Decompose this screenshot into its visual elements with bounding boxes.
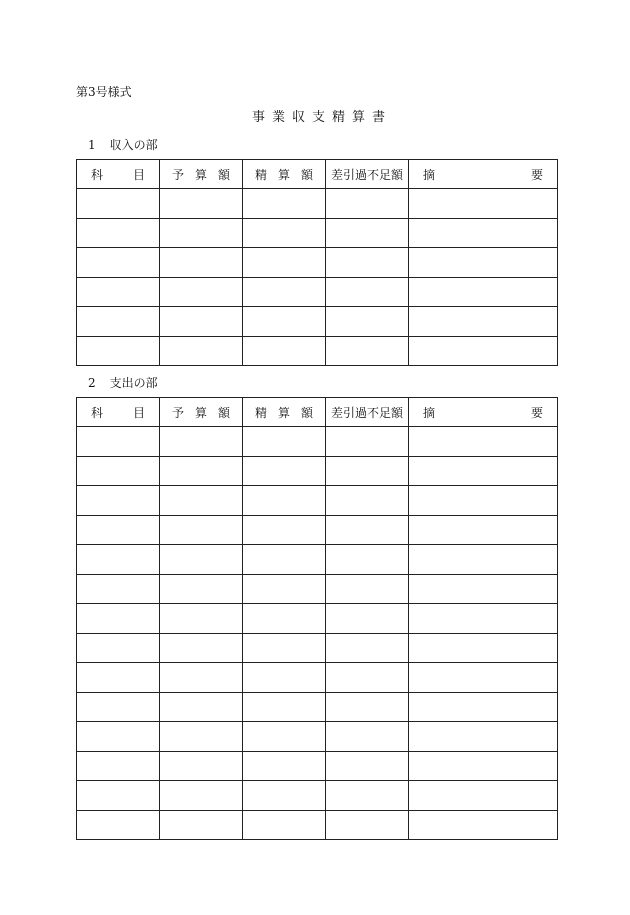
table-row — [77, 515, 558, 545]
expense-section-heading — [88, 375, 158, 391]
difference-cell[interactable] — [326, 277, 409, 307]
remarks-cell[interactable] — [409, 336, 558, 366]
item-cell[interactable] — [77, 515, 160, 545]
header-difference: 差引過不足額 — [326, 398, 409, 427]
item-cell[interactable] — [77, 456, 160, 486]
item-cell[interactable] — [77, 336, 160, 366]
budget-cell[interactable] — [160, 515, 243, 545]
document-title: 事業収支精算書 — [251, 110, 392, 125]
table-row — [77, 218, 558, 248]
difference-cell[interactable] — [326, 751, 409, 781]
income-table-body — [77, 189, 558, 366]
budget-cell[interactable] — [160, 456, 243, 486]
header-remarks: 摘 要 — [409, 398, 558, 427]
item-cell[interactable] — [77, 277, 160, 307]
item-cell[interactable] — [77, 248, 160, 278]
item-cell[interactable] — [77, 486, 160, 516]
settlement-cell[interactable] — [243, 336, 326, 366]
settlement-cell[interactable] — [243, 604, 326, 634]
remarks-cell[interactable] — [409, 277, 558, 307]
table-row — [77, 307, 558, 337]
table-row — [77, 189, 558, 219]
table-row — [77, 633, 558, 663]
difference-cell[interactable] — [326, 248, 409, 278]
settlement-cell[interactable] — [243, 545, 326, 575]
difference-cell[interactable] — [326, 515, 409, 545]
budget-cell[interactable] — [160, 604, 243, 634]
remarks-cell[interactable] — [409, 515, 558, 545]
item-cell[interactable] — [77, 781, 160, 811]
remarks-cell[interactable] — [409, 218, 558, 248]
item-cell[interactable] — [77, 722, 160, 752]
table-row — [77, 545, 558, 575]
remarks-cell[interactable] — [409, 189, 558, 219]
budget-cell[interactable] — [160, 545, 243, 575]
item-cell[interactable] — [77, 218, 160, 248]
budget-cell[interactable] — [160, 248, 243, 278]
budget-cell[interactable] — [160, 663, 243, 693]
remarks-cell[interactable] — [409, 663, 558, 693]
budget-cell[interactable] — [160, 781, 243, 811]
item-cell[interactable] — [77, 633, 160, 663]
difference-cell[interactable] — [326, 336, 409, 366]
remarks-cell[interactable] — [409, 574, 558, 604]
item-cell[interactable] — [77, 427, 160, 457]
table-row — [77, 692, 558, 722]
budget-cell[interactable] — [160, 189, 243, 219]
difference-cell[interactable] — [326, 692, 409, 722]
remarks-cell[interactable] — [409, 722, 558, 752]
remarks-cell[interactable] — [409, 751, 558, 781]
remarks-cell[interactable] — [409, 545, 558, 575]
budget-cell[interactable] — [160, 218, 243, 248]
table-row — [77, 486, 558, 516]
table-row — [77, 751, 558, 781]
item-cell[interactable] — [77, 810, 160, 840]
difference-cell[interactable] — [326, 722, 409, 752]
expense-table-body — [77, 427, 558, 840]
remarks-cell[interactable] — [409, 427, 558, 457]
settlement-cell[interactable] — [243, 810, 326, 840]
item-cell[interactable] — [77, 545, 160, 575]
header-budget: 予 算 額 — [160, 160, 243, 189]
header-item: 科 目 — [77, 398, 160, 427]
table-row — [77, 722, 558, 752]
settlement-cell[interactable] — [243, 692, 326, 722]
form-number: 第3号様式 — [76, 85, 132, 99]
difference-cell[interactable] — [326, 307, 409, 337]
item-cell[interactable] — [77, 574, 160, 604]
budget-cell[interactable] — [160, 751, 243, 781]
income-table — [76, 159, 558, 366]
difference-cell[interactable] — [326, 189, 409, 219]
budget-cell[interactable] — [160, 427, 243, 457]
difference-cell[interactable] — [326, 810, 409, 840]
difference-cell[interactable] — [326, 218, 409, 248]
settlement-cell[interactable] — [243, 515, 326, 545]
table-row — [77, 427, 558, 457]
item-cell[interactable] — [77, 604, 160, 634]
header-settlement: 精 算 額 — [243, 398, 326, 427]
table-row — [77, 574, 558, 604]
item-cell[interactable] — [77, 189, 160, 219]
table-row — [77, 277, 558, 307]
settlement-cell[interactable] — [243, 277, 326, 307]
difference-cell[interactable] — [326, 427, 409, 457]
budget-cell[interactable] — [160, 574, 243, 604]
table-row — [77, 456, 558, 486]
table-row — [77, 810, 558, 840]
settlement-cell[interactable] — [243, 218, 326, 248]
remarks-cell[interactable] — [409, 781, 558, 811]
header-settlement: 精 算 額 — [243, 160, 326, 189]
header-item: 科 目 — [77, 160, 160, 189]
table-row — [77, 604, 558, 634]
settlement-cell[interactable] — [243, 722, 326, 752]
settlement-cell[interactable] — [243, 781, 326, 811]
table-row — [77, 781, 558, 811]
budget-cell[interactable] — [160, 486, 243, 516]
settlement-cell[interactable] — [243, 307, 326, 337]
budget-cell[interactable] — [160, 633, 243, 663]
expense-section-number: 2 — [88, 376, 96, 390]
settlement-cell[interactable] — [243, 486, 326, 516]
remarks-cell[interactable] — [409, 486, 558, 516]
expense-section-label: 支出の部 — [109, 376, 158, 390]
table-row — [77, 336, 558, 366]
remarks-cell[interactable] — [409, 692, 558, 722]
header-budget: 予 算 額 — [160, 398, 243, 427]
difference-cell[interactable] — [326, 456, 409, 486]
budget-cell[interactable] — [160, 307, 243, 337]
difference-cell[interactable] — [326, 663, 409, 693]
difference-cell[interactable] — [326, 545, 409, 575]
remarks-cell[interactable] — [409, 810, 558, 840]
settlement-cell[interactable] — [243, 248, 326, 278]
income-header-row — [77, 160, 558, 189]
income-section-number: 1 — [88, 138, 96, 152]
difference-cell[interactable] — [326, 604, 409, 634]
header-remarks: 摘 要 — [409, 160, 558, 189]
item-cell[interactable] — [77, 663, 160, 693]
item-cell[interactable] — [77, 751, 160, 781]
expense-header-row — [77, 398, 558, 427]
budget-cell[interactable] — [160, 277, 243, 307]
settlement-cell[interactable] — [243, 663, 326, 693]
table-row — [77, 663, 558, 693]
budget-cell[interactable] — [160, 692, 243, 722]
income-section-label: 収入の部 — [109, 138, 158, 152]
remarks-cell[interactable] — [409, 604, 558, 634]
remarks-cell[interactable] — [409, 248, 558, 278]
budget-cell[interactable] — [160, 722, 243, 752]
settlement-cell[interactable] — [243, 456, 326, 486]
settlement-cell[interactable] — [243, 751, 326, 781]
budget-cell[interactable] — [160, 810, 243, 840]
remarks-cell[interactable] — [409, 633, 558, 663]
settlement-cell[interactable] — [243, 427, 326, 457]
item-cell[interactable] — [77, 692, 160, 722]
budget-cell[interactable] — [160, 336, 243, 366]
header-difference: 差引過不足額 — [326, 160, 409, 189]
difference-cell[interactable] — [326, 574, 409, 604]
difference-cell[interactable] — [326, 633, 409, 663]
remarks-cell[interactable] — [409, 307, 558, 337]
remarks-cell[interactable] — [409, 456, 558, 486]
expense-table — [76, 397, 558, 840]
settlement-cell[interactable] — [243, 633, 326, 663]
settlement-cell[interactable] — [243, 189, 326, 219]
difference-cell[interactable] — [326, 781, 409, 811]
income-section-heading — [88, 137, 158, 153]
table-row — [77, 248, 558, 278]
item-cell[interactable] — [77, 307, 160, 337]
settlement-cell[interactable] — [243, 574, 326, 604]
difference-cell[interactable] — [326, 486, 409, 516]
